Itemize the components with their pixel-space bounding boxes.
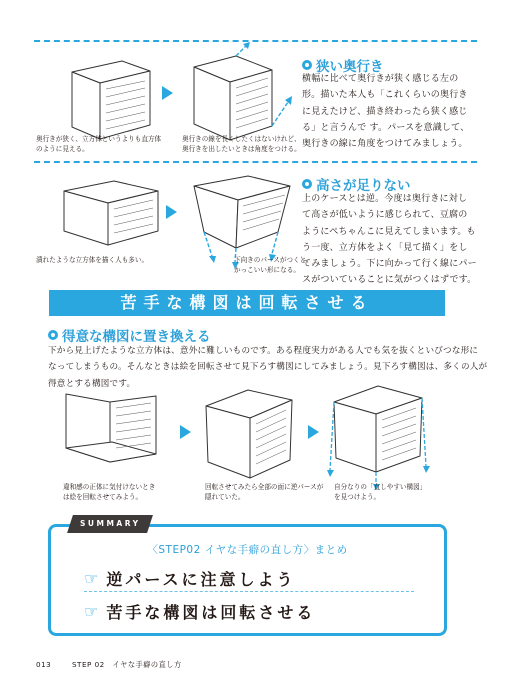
pointing-hand-icon: ☞ bbox=[84, 569, 99, 588]
section-title-rotate: 得意な構図に置き換える bbox=[48, 325, 211, 345]
arrow-right-icon bbox=[180, 425, 191, 439]
section-text-rotate: 下から見上げたような立方体は、意外に難しいものです。ある程度実力がある人でも気を抜くといびつな形に なってしまうもの。そんなときは絵を回転させて見下ろす構図にしてみましょう。見下ろす構図は、多くの人が 得意とする構図です。 bbox=[48, 346, 488, 389]
caption-rotate-2: 回転させてみたら全部の面に逆パースが 隠れていた。 bbox=[205, 483, 324, 501]
cube-rotated bbox=[200, 382, 310, 492]
chapter-banner: 苦手な構図は回転させる bbox=[49, 290, 445, 316]
section-title-shallow: 狭い奥行き bbox=[302, 55, 384, 75]
caption-shallow-right: 奥行きの線を長くしたくはないけれど、 奥行きを出したいときは角度をつける。 bbox=[182, 135, 301, 153]
caption-flat-left: 潰れたような立方体を描く人も多い。 bbox=[36, 256, 149, 264]
arrow-right-icon bbox=[162, 86, 173, 100]
divider-middle bbox=[34, 161, 477, 163]
summary-item-2: ☞ 苦手な構図は回転させる bbox=[84, 602, 316, 622]
bullet-icon bbox=[302, 179, 312, 189]
bullet-icon bbox=[48, 330, 58, 340]
section-title-flat: 高さが足りない bbox=[302, 174, 411, 194]
caption-flat-right: 下向きのパースがつくと、 かっこいい形になる。 bbox=[234, 256, 313, 274]
cube-flat bbox=[58, 175, 178, 265]
cube-fixed bbox=[326, 380, 436, 490]
running-footer: STEP 02 イヤな手癖の直し方 bbox=[72, 660, 182, 669]
arrow-right-icon bbox=[166, 205, 177, 219]
summary-heading: 〈STEP02 イヤな手癖の直し方〉まとめ bbox=[147, 544, 348, 556]
arrow-right-icon bbox=[308, 425, 319, 439]
page-number: 013 bbox=[36, 660, 52, 669]
summary-item-1: ☞ 逆パースに注意しよう bbox=[84, 569, 296, 589]
caption-rotate-3: 自分なりの「直しやすい構図」 を見つけよう。 bbox=[334, 483, 427, 501]
summary-divider bbox=[84, 591, 414, 592]
section-text-flat: 上のケースとは逆。今度は奥行きに対し て高さが低いように感じられて、豆腐の ようにぺちゃんこに見えてしまいます。も う一度、立方体をよく「見て描く」をし てみましょう。下に向かって行く線にパー スがついていることに気がつくはずです。 bbox=[302, 194, 477, 286]
bullet-icon bbox=[302, 60, 312, 70]
caption-rotate-1: 違和感の正体に気付けないとき は絵を回転させてみよう。 bbox=[63, 483, 156, 501]
caption-shallow-left: 奥行きが狭く、立方体というよりも直方体 のように見える。 bbox=[36, 135, 162, 153]
section-text-shallow: 横幅に比べて奥行きが狭く感じる左の 形。描いた本人も「これくらいの奥行き に見えたけど、描き終わったら狭く感じ る」と言うんで す。パースを意識して、 奥行きの線に角度をつけてみましょう。 bbox=[302, 74, 470, 150]
pointing-hand-icon: ☞ bbox=[84, 602, 99, 621]
summary-tab: SUMMARY bbox=[67, 515, 153, 533]
